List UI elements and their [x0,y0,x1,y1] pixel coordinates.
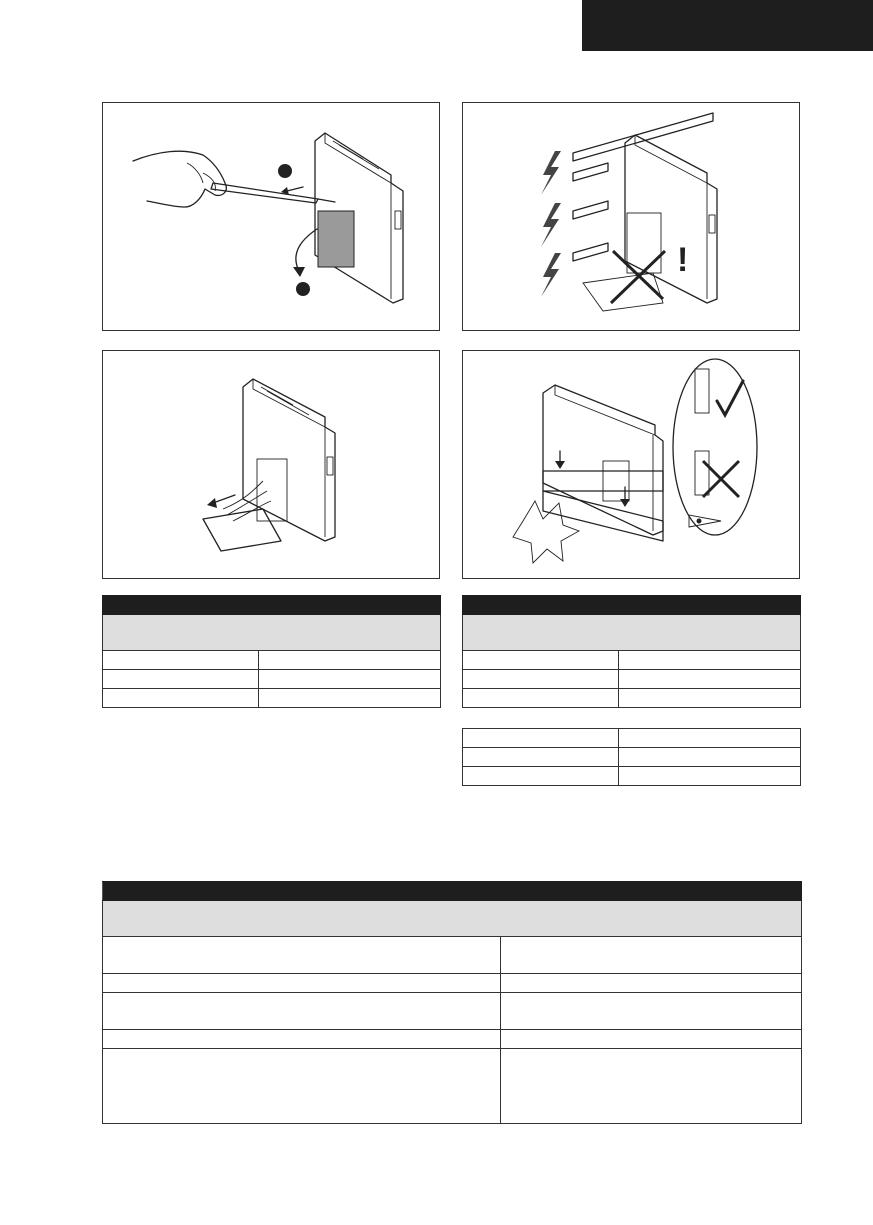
left-table-header [103,596,441,615]
main-header-cell [597,882,715,901]
main-header-cell [103,882,501,901]
table-row [463,689,801,708]
right-spec-table-2 [462,728,801,786]
table-row [103,993,802,1030]
table-row [103,937,802,974]
main-header-cell [501,882,597,901]
table-row [463,729,801,748]
right-table-subheader [463,615,801,651]
table-row [463,748,801,767]
step-2-marker [296,282,310,296]
table-row [103,1049,802,1124]
table-row [103,1030,802,1049]
figure-wiring [102,350,440,579]
corner-section-tab [582,0,873,51]
right-table-header [463,596,801,615]
table-row [103,689,441,708]
figure-removal [102,102,440,331]
figure-hot-swap-warning [462,102,800,331]
table-row [463,651,801,670]
table-row [103,974,802,993]
main-header-cell [715,882,802,901]
warning-exclamation: ! [677,241,689,279]
table-row [103,651,441,670]
table-row [103,670,441,689]
left-spec-table [102,595,441,708]
step-1-marker [278,164,292,178]
main-spec-table [102,881,802,1124]
table-row [463,767,801,786]
right-spec-table [462,595,801,708]
figure-rail-mounting [462,350,800,579]
table-row [463,670,801,689]
main-table-subheader [103,901,802,937]
left-table-subheader [103,615,441,651]
